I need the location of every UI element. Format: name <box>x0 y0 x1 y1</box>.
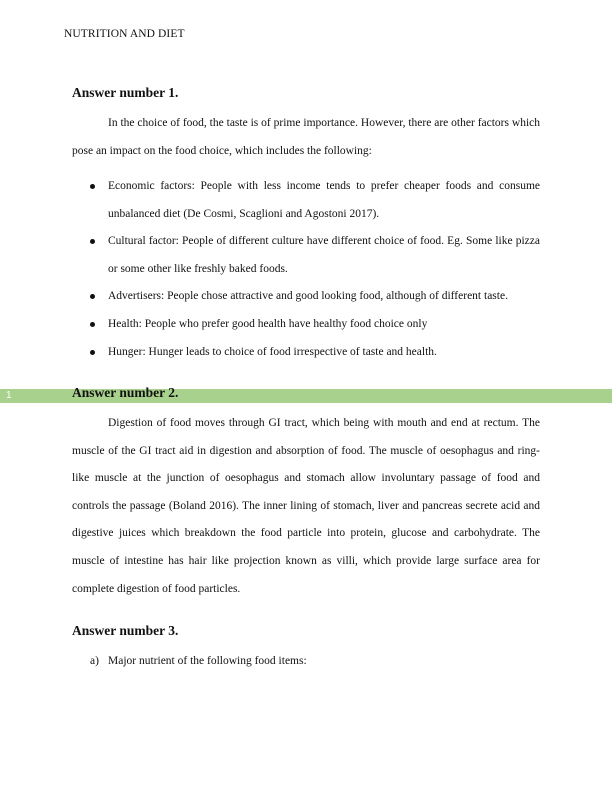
list-item <box>90 311 540 339</box>
section-1-intro: In the choice of food, the taste is of prime importance. However, there are other factors which pose an impact on the food choice, which includes the following: <box>72 117 540 157</box>
factor-list <box>90 173 540 366</box>
bullet-icon <box>90 294 95 299</box>
sub-item-marker: a) <box>90 655 99 667</box>
list-item <box>90 228 540 283</box>
list-item-text: Health: People who prefer good health have healthy food choice only <box>108 317 428 330</box>
list-item <box>90 173 540 228</box>
bullet-icon <box>90 350 95 355</box>
running-head: NUTRITION AND DIET <box>64 28 185 40</box>
section-3-heading: Answer number 3. <box>72 623 179 638</box>
bullet-icon <box>90 239 95 244</box>
list-item-text: Economic factors: People with less income tends to prefer cheaper foods and consume unbalanced diet (De Cosmi, Scaglioni and Agostoni 2017). <box>108 180 540 220</box>
sub-item-text: Major nutrient of the following food items: <box>108 655 307 667</box>
list-item-text: Advertisers: People chose attractive and good looking food, although of different taste. <box>108 290 508 303</box>
section-1-heading: Answer number 1. <box>72 85 179 100</box>
list-item-text: Hunger: Hunger leads to choice of food irrespective of taste and health. <box>108 345 437 358</box>
bullet-icon <box>90 322 95 327</box>
section-2-heading: Answer number 2. <box>72 385 179 400</box>
list-item <box>90 283 540 311</box>
section-2-body: Digestion of food moves through GI tract, which being with mouth and end at rectum. The muscle of the GI tract aid in digestion and absorption of food. The muscle of oesophagus and ring-like muscle at the junction of oesophagus and stomach allow involuntary passage of food and controls the passage (Boland 2016). The inner lining of stomach, liver and pancreas secrete acid and digestive juices which breakdown the food particle into protein, glucose and carbohydrate. The muscle of intestine has hair like projection known as villi, which provide large surface area for complete digestion of food particles. <box>72 417 540 595</box>
sub-item-a <box>90 653 307 669</box>
line-number: 1 <box>6 390 12 401</box>
list-item <box>90 339 540 367</box>
bullet-icon <box>90 184 95 189</box>
list-item-text: Cultural factor: People of different culture have different choice of food. Eg. Some like pizza or some other like freshly baked foods. <box>108 235 540 275</box>
